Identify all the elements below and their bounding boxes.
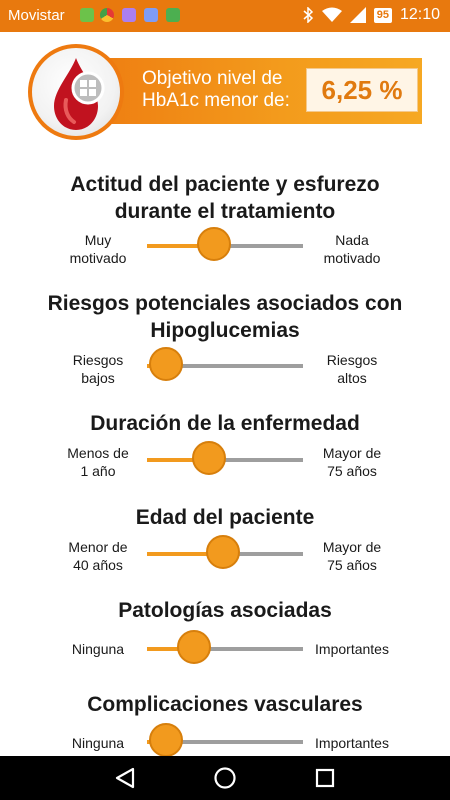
slider-associated-pathologies[interactable] xyxy=(147,647,303,651)
section-title-disease-duration: Duración de la enfermedad xyxy=(90,412,360,435)
slider-right-label: Nada motivado xyxy=(323,232,381,266)
section-title-attitude: Actitud del paciente y esfurezo durante el tratamiento xyxy=(70,173,380,223)
slider-thumb[interactable] xyxy=(192,441,226,475)
chrome-icon xyxy=(100,8,114,22)
slider-right-label: Importantes xyxy=(315,735,389,751)
slider-left-label: Riesgos bajos xyxy=(72,352,124,386)
slider-thumb[interactable] xyxy=(197,227,231,261)
slider-thumb[interactable] xyxy=(177,630,211,664)
section-title-associated-pathologies: Patologías asociadas xyxy=(118,599,332,622)
wifi-icon xyxy=(322,7,342,23)
slider-left-label: Menor de 40 años xyxy=(68,539,128,573)
slider-right-label: Mayor de 75 años xyxy=(322,445,382,479)
slider-right-label: Importantes xyxy=(315,641,389,657)
wifi-notif-icon xyxy=(144,8,158,22)
notification-app-icon xyxy=(80,8,94,22)
home-icon[interactable] xyxy=(213,766,237,790)
slider-thumb[interactable] xyxy=(149,347,183,381)
section-title-hypoglycemia-risk: Riesgos potenciales asociados con Hipoglucemias xyxy=(47,292,403,342)
battery-indicator: 95 xyxy=(374,8,392,23)
status-icons xyxy=(302,6,440,24)
app-logo xyxy=(28,44,124,140)
section-title-vascular-complications: Complicaciones vasculares xyxy=(87,693,363,716)
slider-patient-age[interactable] xyxy=(147,552,303,556)
slider-thumb[interactable] xyxy=(206,535,240,569)
blood-drop-icon xyxy=(40,54,112,134)
status-bar xyxy=(0,0,450,32)
back-icon[interactable] xyxy=(114,766,136,790)
carrier-name: Movistar xyxy=(8,7,65,24)
section-title-patient-age: Edad del paciente xyxy=(135,506,315,529)
objective-label: Objetivo nivel de HbA1c menor de: xyxy=(142,68,290,111)
slider-disease-duration[interactable] xyxy=(147,458,303,462)
recents-icon[interactable] xyxy=(314,766,336,790)
bluetooth-icon xyxy=(302,7,314,23)
slider-thumb[interactable] xyxy=(149,723,183,757)
slider-left-label: Menos de 1 año xyxy=(67,445,129,479)
clock: 12:10 xyxy=(399,6,440,23)
slider-right-label: Mayor de 75 años xyxy=(322,539,382,573)
navigation-bar xyxy=(0,756,450,800)
slider-attitude[interactable] xyxy=(147,244,303,248)
gallery-icon xyxy=(122,8,136,22)
hba1c-value: 6,25 % xyxy=(306,68,418,112)
slider-vascular-complications[interactable] xyxy=(147,740,303,744)
slider-left-label: Ninguna xyxy=(71,641,125,657)
slider-hypoglycemia-risk[interactable] xyxy=(147,364,303,368)
signal-icon xyxy=(350,7,366,23)
store-icon xyxy=(166,8,180,22)
slider-left-label: Ninguna xyxy=(71,735,125,751)
slider-right-label: Riesgos altos xyxy=(326,352,378,386)
slider-left-label: Muy motivado xyxy=(69,232,127,266)
